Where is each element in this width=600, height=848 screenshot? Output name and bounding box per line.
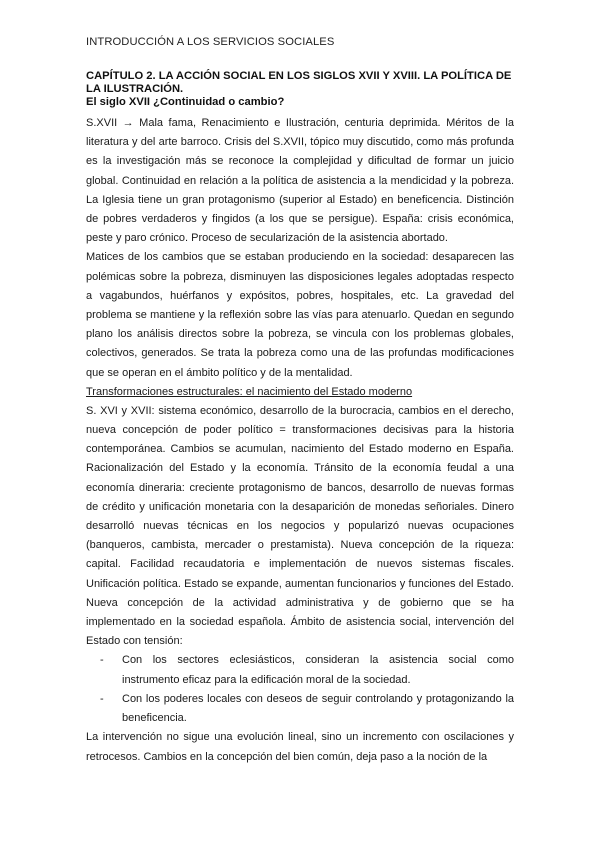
bullet-item-1: [86, 651, 514, 689]
bullet-dash: -: [100, 654, 104, 667]
bullet-dash: -: [100, 692, 104, 705]
paragraph-1: S.XVII → Mala fama, Renacimiento e Ilustración, centuria deprimida. Méritos de la literatura y del arte barroco. Crisis del S.XVII, tópico muy discutido, como más profunda es la investigación más se reconoce la complejidad y dificultad de formar un juicio global. Continuidad en relación a la política de asistencia a la mendicidad y la pobreza. La Iglesia tiene un gran protagonismo (superior al Estado) en beneficencia. Distinción de pobres verdaderos y fingidos (a los que se persigue). España: crisis económica, peste y paro crónico. Proceso de secularización de la asistencia abortado.: [86, 117, 514, 245]
subsection-title: Transformaciones estructurales: el nacimiento del Estado moderno: [86, 385, 413, 398]
running-header: INTRODUCCIÓN A LOS SERVICIOS SOCIALES: [86, 36, 335, 48]
section-title: El siglo XVII ¿Continuidad o cambio?: [86, 96, 285, 108]
paragraph-2: Matices de los cambios que se estaban produciendo en la sociedad: desaparecen las polémicas sobre la pobreza, disminuyen las disposiciones legales adoptadas respecto a vagabundos, huérfanos y expósitos, pobres, hospitales, etc. La gravedad del problema se mantiene y la reflexión sobre las vías para atenuarlo. Quedan en segundo plano los análisis directos sobre la pobreza, se vincula con los problemas globales, colectivos, generados. Se trata la pobreza como una de las profundas modificaciones que se operan en el ámbito político y de la mentalidad.: [86, 251, 514, 379]
bullet-text-1: Con los sectores eclesiásticos, consideran la asistencia social como instrumento eficaz para la edificación moral de la sociedad.: [122, 654, 514, 686]
bullet-list: [86, 651, 514, 728]
bullet-text-2: Con los poderes locales con deseos de seguir controlando y protagonizando la beneficencia.: [122, 692, 514, 725]
paragraph-3: S. XVI y XVII: sistema económico, desarrollo de la burocracia, cambios en el derecho, nueva concepción de poder político = transformaciones decisivas para la historia contemporánea. Cambios se acumulan, nacimiento del Estado moderno en España. Racionalización del Estado y la economía. Tránsito de la economía feudal a una economía dineraria: creciente protagonismo de bancos, desarrollo de nuevas formas de crédito y unificación monetaria con la desaparición de monedas señoriales. Dinero desarrolló nuevas técnicas en los negocios y popularizó nuevas ocupaciones (banqueros, cambista, mercader o prestamista). Nueva concepción de la riqueza: capital. Facilidad recaudatoria e implementación de nuevos sistemas fiscales. Unificación política. Estado se expande, aumentan funcionarios y funciones del Estado. Nueva concepción de la actividad administrativa y de gobierno que se ha implementado en la sociedad española. Ámbito de asistencia social, intervención del Estado con tensión:: [86, 404, 514, 648]
paragraph-4: La intervención no sigue una evolución lineal, sino un incremento con oscilaciones y retrocesos. Cambios en la concepción del bien común, deja paso a la noción de la: [86, 731, 514, 763]
chapter-title: CAPÍTULO 2. LA ACCIÓN SOCIAL EN LOS SIGLOS XVII Y XVIII. LA POLÍTICA DE LA ILUSTRACIÓN.: [86, 70, 512, 95]
bullet-item-2: [86, 690, 514, 728]
page-content: [86, 70, 514, 767]
